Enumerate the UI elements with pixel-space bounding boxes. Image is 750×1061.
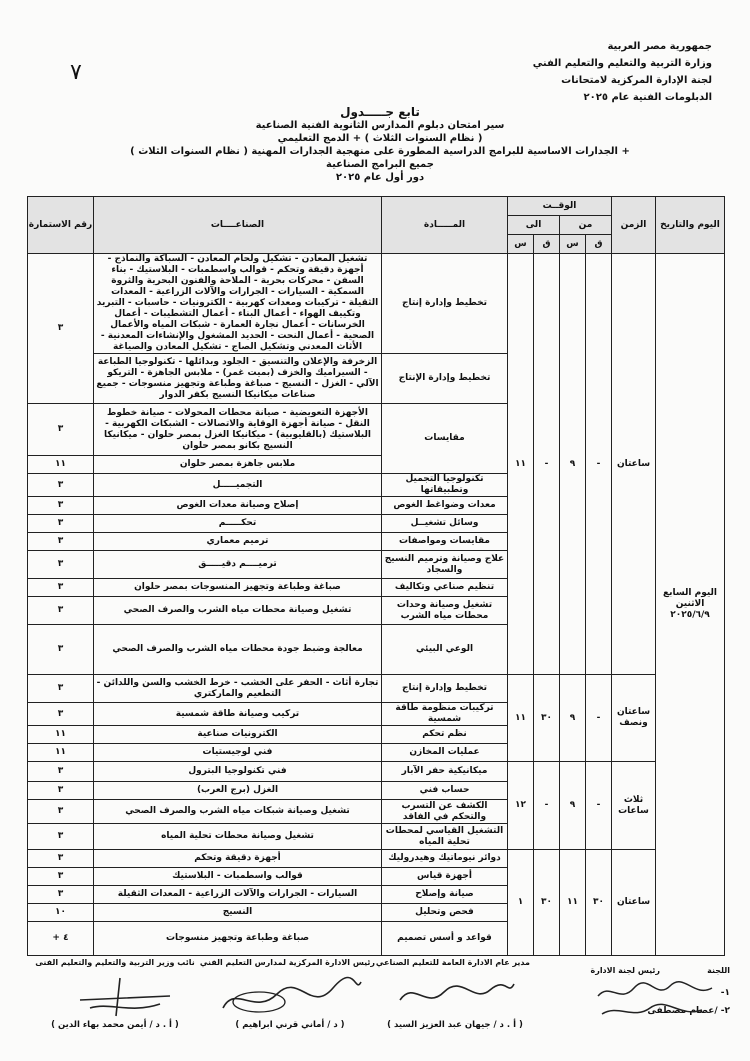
subject-cell: تخطيط وإدارة الإنتاج [382,354,508,404]
committee-head-label: رئيس لجنة الادارة [590,966,660,975]
signatures-footer [20,958,730,1048]
industries-cell: أجهزة دقيقة وتحكم [94,850,382,868]
to-hours-cell: ١١ [508,254,534,675]
committee-label: اللجنة [707,966,730,975]
header-hours: س [560,235,586,254]
subject-cell: نظم تحكم [382,726,508,744]
subject-cell: تنظيم صناعي وتكاليف [382,579,508,597]
header-minutes: ق [586,235,612,254]
from-hours-cell: ٩ [560,675,586,762]
industries-cell: تركيب وصيانة طاقة شمسية [94,703,382,726]
signature-title: نائب وزير التربية والتعليم والتعليم الفنى [35,958,195,967]
industries-cell: التجميـــــل [94,474,382,497]
subject-cell: حساب فني [382,782,508,800]
form-number-cell: ٣ [28,850,94,868]
from-hours-cell: ٩ [560,254,586,675]
form-number-cell: ١١ [28,456,94,474]
header-subject: المـــــادة [382,197,508,254]
to-minutes-cell: ٣٠ [534,675,560,762]
subject-cell: عمليات المخازن [382,744,508,762]
industries-cell: الكترونيات صناعية [94,726,382,744]
title-line: دور أول عام ٢٠٢٥ [335,172,425,183]
industries-cell: السيارات - الجرارات والآلات الزراعية - المعدات الثقيلة [94,886,382,904]
form-number-cell: ٣ [28,675,94,703]
form-number-cell: ٣ [28,824,94,850]
table-row [28,762,725,782]
subject-cell: تخطيط وإدارة إنتاج [382,675,508,703]
signature-1-icon [390,974,520,1014]
industries-cell: إصلاح وصيانة معدات الغوص [94,497,382,515]
committee-member-1: ١- [720,988,730,998]
to-hours-cell: ١١ [508,675,534,762]
header-to: الى [508,216,560,235]
industries-cell: تشغيل المعادن - تشكيل ولحام المعادن - السباكة والنماذج - أجهزة دقيقة وتحكم - قوالب واسطمبات - البلاستيك - بناء السفن - محركات بحرية - الملاحة والفنون البحرية والثروة السمكية - السيارات - الجرارات والآلات الزراعية - المعدات الثقيلة - تركيبات ومعدات كهربية - الكترونيات - حاسبات - التبريد وتكييف الهواء - أعمال البناء - أعمال التشطيبات - أعمال الخرسانات - أعمال نجارة العمارة - شبكات المياه والأعمال الصحية - أعمال النحت - الحديد المشغول والإنشاءات المعدنية - الأثاث المعدني وتشكيل الصاج - تشكيل المعادن والصياغة [94,254,382,354]
form-number-cell: ٣ [28,404,94,456]
from-minutes-cell: ٣٠ [586,850,612,956]
from-minutes-cell: - [586,762,612,850]
signature-name: ( أ . د / أيمن محمد بهاء الدين ) [51,1020,179,1030]
table-row [28,850,725,868]
subject-cell: ميكانيكية حفر الآبار [382,762,508,782]
ministry-line: الدبلومات الفنية عام ٢٠٢٥ [583,92,712,103]
industries-cell: ترميــــم دقيـــــق [94,551,382,579]
form-number-cell: ٣ [28,800,94,824]
to-minutes-cell: ٣٠ [534,850,560,956]
subject-cell: علاج وصيانة وترميم النسيج والسجاد [382,551,508,579]
signature-2-icon [215,974,365,1020]
form-number-cell: ٤ + [28,922,94,956]
title-line: جميع البرامج الصناعية [326,159,434,170]
form-number-cell: ٣ [28,497,94,515]
industries-cell: صباغة وطباعة وتجهيز منسوجات [94,922,382,956]
subject-cell: التشغيل القياسي لمحطات تحلية المياه [382,824,508,850]
from-hours-cell: ١١ [560,850,586,956]
form-number-cell: ٣ [28,868,94,886]
table-row [28,254,725,354]
subject-cell: تشغيل وصيانة وحدات محطات مياه الشرب [382,597,508,625]
subject-cell: قواعد و أسس تصميم [382,922,508,956]
to-minutes-cell: - [534,254,560,675]
day-date-cell: اليوم السابع الاثنين ٢٠٢٥/٦/٩ [656,254,725,956]
title-line: + الجدارات الاساسية للبرامج الدراسية المطورة على منهجية الجدارات المهنية ( نظام السنوات الثلاث ) [130,146,630,157]
from-hours-cell: ٩ [560,762,586,850]
title-line: سير امتحان دبلوم المدارس الثانوية الفنية الصناعية [255,120,505,131]
to-hours-cell: ١ [508,850,534,956]
signature-title: رئيس الادارة المركزية لمدارس التعليم الفني [199,958,375,967]
header-industries: الصناعــــات [94,197,382,254]
to-minutes-cell: - [534,762,560,850]
industries-cell: تجارة أثاث - الحفر على الخشب - خرط الخشب والسن واللدائن - التطعيم والماركتري [94,675,382,703]
subject-cell: تخطيط وإدارة إنتاج [382,254,508,354]
industries-cell: الغزل (برج العرب) [94,782,382,800]
form-number-cell: ٣ [28,886,94,904]
header-from: من [560,216,612,235]
form-number-cell: ٣ [28,474,94,497]
industries-cell: فني لوجيستيات [94,744,382,762]
schedule-table [27,196,725,956]
signature-block-2 [199,958,375,1038]
industries-cell: فني تكنولوجيا البترول [94,762,382,782]
subject-cell: مقايسات [382,404,508,474]
title-line: ( نظام السنوات الثلاث ) + الدمج التعليمي [277,133,483,144]
industries-cell: النسيج [94,904,382,922]
subject-cell: معدات وضواغط الغوص [382,497,508,515]
form-number-cell: ٣ [28,597,94,625]
form-number-cell: ١٠ [28,904,94,922]
industries-cell: الأجهزة التعويضية - صيانة محطات المحولات - صيانة خطوط النقل - صيانة أجهزة الوقاية والاتصالات - الشبكات الكهربية - البلاستيك (بالقليوبية) - ميكانيكا الغزل بمصر حلوان - ميكانيكا النسيج بكانو بمصر حلوان [94,404,382,456]
industries-cell: ترميم معماري [94,533,382,551]
industries-cell: تشغيل وصيانة محطات تحلية المياه [94,824,382,850]
subject-cell: أجهزة قياس [382,868,508,886]
ministry-line: لجنة الإدارة المركزية لامتحانات [561,75,712,86]
industries-cell: معالجة وضبط جودة محطات مياه الشرب والصرف الصحي [94,625,382,675]
page-number: ٧ [70,60,82,85]
subject-cell: تركيبات منظومة طاقة شمسية [382,703,508,726]
industries-cell: صباغة وطباعة وتجهيز المنسوجات بمصر حلوان [94,579,382,597]
subject-cell: مقايسات ومواصفات [382,533,508,551]
form-number-cell: ١١ [28,726,94,744]
subject-cell: فحص وتحليل [382,904,508,922]
signature-title: مدير عام الادارة العامة للتعليم الصناعي [375,958,530,967]
form-number-cell: ٣ [28,782,94,800]
ministry-line: وزارة التربية والتعليم والتعليم الفني [532,58,712,69]
subject-cell: تكنولوجيا التجميل وتطبيقاتها [382,474,508,497]
industries-cell: الزخرفة والإعلان والتنسيق - الجلود وبدائلها - تكنولوجيا الطباعة - السيراميك والخزف (بميت غمر) - ملابس الجاهزة - التريكو الآلي - الغزل - النسيج - صباغة وطباعة وتجهيز منسوجات - جميع صناعات ميكانيكا النسيج بكفر الدوار [94,354,382,404]
subject-cell: دوائر نيوماتيك وهيدروليك [382,850,508,868]
subject-cell: صيانة وإصلاح [382,886,508,904]
industries-cell: تشغيل وصيانة شبكات مياه الشرب والصرف الصحي [94,800,382,824]
form-number-cell: ٣ [28,254,94,404]
signature-block-1 [375,958,530,1038]
form-number-cell: ٣ [28,762,94,782]
signature-3-icon [60,974,190,1020]
to-hours-cell: ١٢ [508,762,534,850]
duration-cell: ساعتان [612,850,656,956]
header-day: اليوم والتاريخ [656,197,725,254]
duration-cell: ثلاث ساعات [612,762,656,850]
form-number-cell: ٣ [28,579,94,597]
table-row [28,675,725,703]
header-form-number: رقم الاستمارة [28,197,94,254]
duration-cell: ساعتان ونصف [612,675,656,762]
industries-cell: تشغيل وصيانة محطات مياه الشرب والصرف الصحي [94,597,382,625]
header-hours: س [508,235,534,254]
signature-name: ( د / أماني قرني ابراهيم ) [235,1020,345,1030]
header-minutes: ق [534,235,560,254]
ministry-header [482,38,712,106]
duration-cell: ساعتان [612,254,656,675]
ministry-line: جمهورية مصر العربية [607,41,712,52]
form-number-cell: ٣ [28,625,94,675]
subject-cell: وسائل تشغيــل [382,515,508,533]
title-line: تابع جـــــدول [340,105,420,119]
document-title [120,106,640,184]
subject-cell: الكشف عن التسرب والتحكم في الفاقد [382,800,508,824]
industries-cell: ملابس جاهزة بمصر حلوان [94,456,382,474]
form-number-cell: ١١ [28,744,94,762]
header-time: الوقــت [508,197,612,216]
industries-cell: تحكـــــم [94,515,382,533]
form-number-cell: ٣ [28,533,94,551]
form-number-cell: ٣ [28,551,94,579]
from-minutes-cell: - [586,254,612,675]
from-minutes-cell: - [586,675,612,762]
subject-cell: الوعي البيئي [382,625,508,675]
header-duration: الزمن [612,197,656,254]
form-number-cell: ٣ [28,703,94,726]
committee-signature-icon [590,974,720,1024]
signature-block-3 [30,958,200,1038]
form-number-cell: ٣ [28,515,94,533]
signature-name: ( أ . د / جيهان عبد العزيز السيد ) [387,1020,523,1030]
industries-cell: قوالب واسطمبات - البلاستيك [94,868,382,886]
committee-member-2: ٢- /عصام مصطفى [647,1006,730,1016]
